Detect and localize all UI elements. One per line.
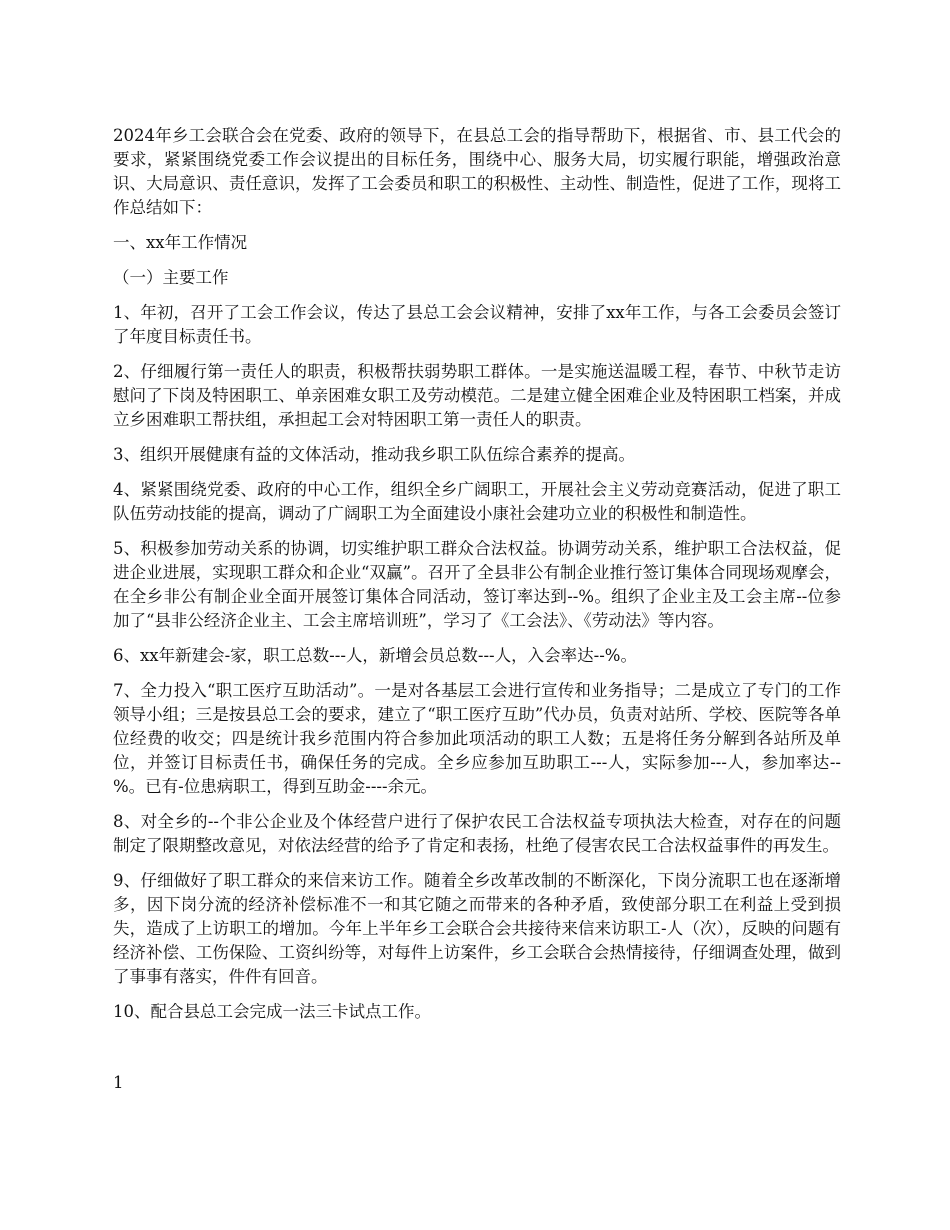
list-item-9: 9、仔细做好了职工群众的来信来访工作。随着全乡改革改制的不断深化，下岗分流职工也在逐渐增多，因下岗分流的经济补偿标准不一和其它随之而带来的各种矛盾，致使部分职工在利益上受到损失，造成了上访职工的增加。今年上半年乡工会联合会共接待来信来访职工-人（次），反映的问题有经济补偿、工伤保险、工资纠纷等，对每件上访案件，乡工会联合会热情接待，仔细调查处理，做到了事事有落实，件件有回音。	[113, 871, 841, 986]
list-item-5: 5、积极参加劳动关系的协调，切实维护职工群众合法权益。协调劳动关系，维护职工合法权益，促进企业进展，实现职工群众和企业“双赢”。召开了全县非公有制企业推行签订集体合同现场观摩会，在全乡非公有制企业全面开展签订集体合同活动，签订率达到--%。组织了企业主及工会主席--位参加了“县非公经济企业主、工会主席培训班”，学习了《工会法》、《劳动法》等内容。	[113, 539, 841, 630]
section-heading: 一、xx年工作情况	[113, 233, 248, 252]
list-item-4: 4、紧紧围绕党委、政府的中心工作，组织全乡广阔职工，开展社会主义劳动竞赛活动，促进了职工队伍劳动技能的提高，调动了广阔职工为全面建设小康社会建功立业的积极性和制造性。	[113, 480, 841, 523]
page-number: 1	[113, 1073, 124, 1092]
intro-paragraph: 2024年乡工会联合会在党委、政府的领导下，在县总工会的指导帮助下，根据省、市、县工代会的要求，紧紧围绕党委工作会议提出的目标任务，围绕中心、服务大局，切实履行职能，增强政治意识、大局意识、责任意识，发挥了工会委员和职工的积极性、主动性、制造性，促进了工作，现将工作总结如下：	[113, 126, 841, 217]
document-body	[113, 124, 841, 1035]
list-item-8: 8、对全乡的--个非公企业及个体经营户进行了保护农民工合法权益专项执法大检查，对存在的问题制定了限期整改意见，对依法经营的给予了肯定和表扬，杜绝了侵害农民工合法权益事件的再发生。	[113, 812, 841, 855]
list-item-1: 1、年初，召开了工会工作会议，传达了县总工会会议精神，安排了xx年工作，与各工会委员会签订了年度目标责任书。	[113, 303, 841, 346]
list-item-2: 2、仔细履行第一责任人的职责，积极帮扶弱势职工群体。一是实施送温暖工程，春节、中秋节走访慰问了下岗及特困职工、单亲困难女职工及劳动模范。二是建立健全困难企业及特困职工档案，并成立乡困难职工帮扶组，承担起工会对特困职工第一责任人的职责。	[113, 362, 841, 429]
list-item-7: 7、全力投入“职工医疗互助活动”。一是对各基层工会进行宣传和业务指导；二是成立了专门的工作领导小组；三是按县总工会的要求，建立了“职工医疗互助”代办员，负责对站所、学校、医院等各单位经费的收交；四是统计我乡范围内符合参加此项活动的职工人数；五是将任务分解到各站所及单位，并签订目标责任书，确保任务的完成。全乡应参加互助职工---人，实际参加---人，参加率达--%。已有-位患病职工，得到互助金----余元。	[113, 681, 841, 796]
list-item-6: 6、xx年新建会-家，职工总数---人，新增会员总数---人，入会率达--%。	[113, 646, 637, 665]
list-item-10: 10、配合县总工会完成一法三卡试点工作。	[113, 1002, 431, 1021]
list-item-3: 3、组织开展健康有益的文体活动，推动我乡职工队伍综合素养的提高。	[113, 445, 635, 464]
subsection-heading: （一）主要工作	[113, 268, 229, 287]
